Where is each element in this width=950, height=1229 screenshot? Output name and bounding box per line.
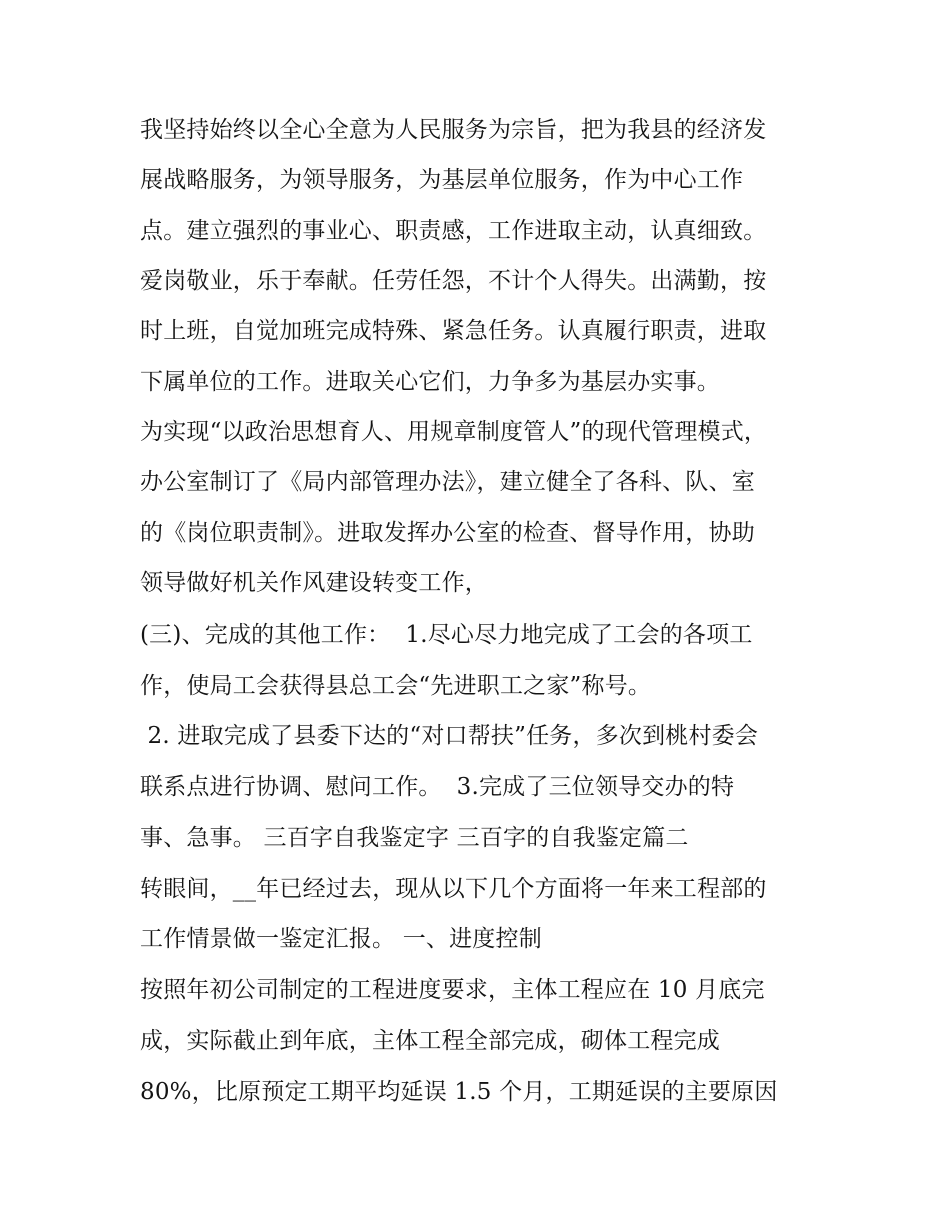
text-line: 展战略服务，为领导服务，为基层单位服务，作为中心工作 [140, 167, 744, 193]
text-line: 爱岗敬业，乐于奉献。任劳任怨，不计个人得失。出满勤，按 [140, 268, 767, 294]
text-line: 80%，比原预定工期平均延误 1.5 个月，工期延误的主要原因 [140, 1079, 778, 1105]
text-line: 成，实际截止到年底，主体工程全部完成，砌体工程完成 [140, 1028, 720, 1054]
text-line: 领导做好机关作风建设转变工作， [140, 570, 488, 596]
text-line: 工作情景做一鉴定汇报。 一、进度控制 [140, 926, 542, 952]
text-line: 办公室制订了《局内部管理办法》，建立健全了各科、队、室 [140, 469, 755, 495]
text-line: 按照年初公司制定的工程进度要求，主体工程应在 10 月底完 [140, 977, 765, 1003]
text-line: 的《岗位职责制》。进取发挥办公室的检查、督导作用，协助 [140, 520, 755, 546]
text-line: 事、急事。 三百字自我鉴定字 三百字的自我鉴定篇二 [140, 825, 689, 851]
text-line: 为实现“以政治思想育人、用规章制度管人”的现代管理模式， [140, 419, 768, 445]
text-line: 联系点进行协调、慰问工作。 3.完成了三位领导交办的特 [140, 774, 735, 800]
text-line: 下属单位的工作。进取关心它们，力争多为基层办实事。 [140, 369, 720, 395]
text-line: (三)、完成的其他工作： 1.尽心尽力地完成了工会的各项工 [140, 622, 753, 648]
text-line: 时上班，自觉加班完成特殊、紧急任务。认真履行职责，进取 [140, 318, 767, 344]
text-line: 2. 进取完成了县委下达的“对口帮扶”任务，多次到桃村委会 [140, 723, 759, 749]
text-line: 我坚持始终以全心全意为人民服务为宗旨，把为我县的经济发 [140, 117, 767, 143]
text-line: 作，使局工会获得县总工会“先进职工之家”称号。 [140, 673, 652, 699]
text-line: 转眼间，__年已经过去，现从以下几个方面将一年来工程部的 [140, 876, 767, 902]
text-line: 点。建立强烈的事业心、职责感，工作进取主动，认真细致。 [140, 218, 767, 244]
